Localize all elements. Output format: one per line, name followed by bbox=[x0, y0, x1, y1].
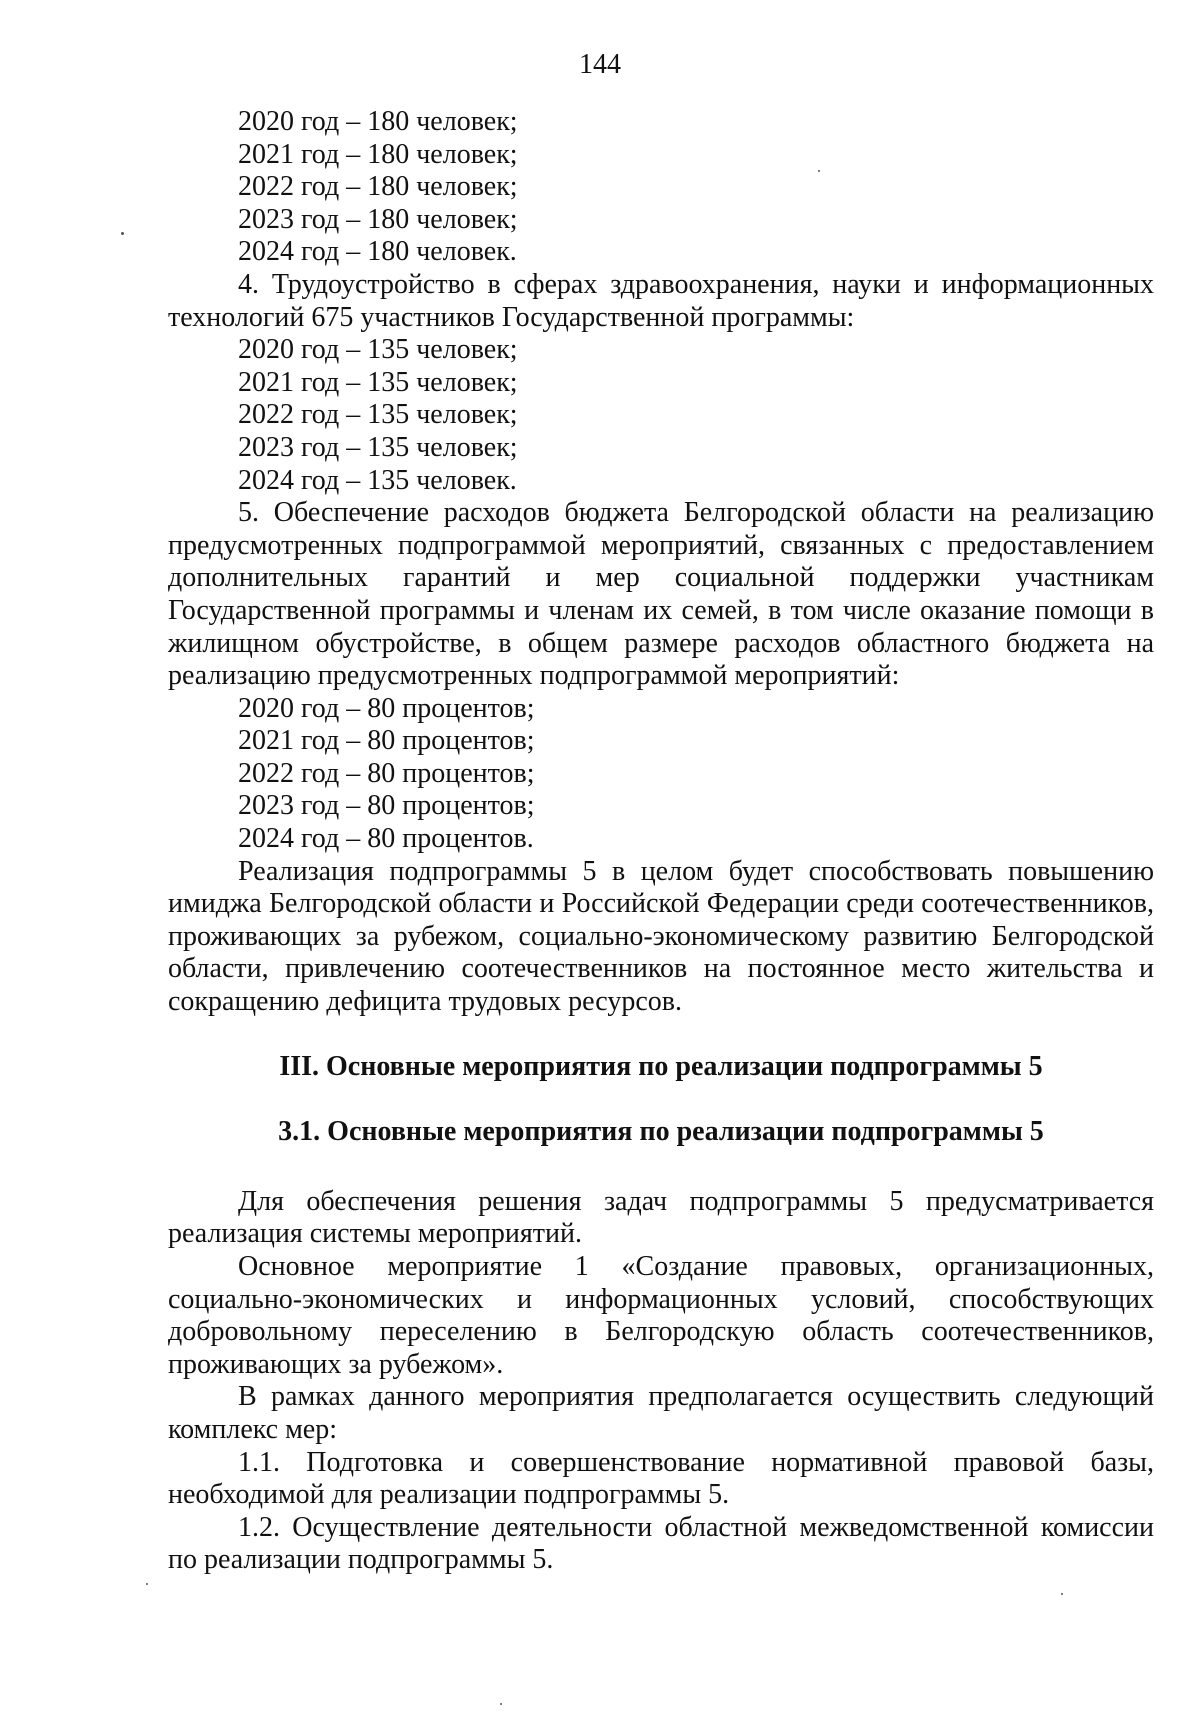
year-list-80-percent bbox=[168, 693, 1154, 856]
paragraph-item-5: 5. Обеспечение расходов бюджета Белгородской области на реализацию предусмотренных подпрограммой мероприятий, связанных с предоставлением дополнительных гарантий и мер социальной поддержки участникам Государственной программы и членам их семей, в том числе оказание помощи в жилищном обустройстве, в общем размере расходов областного бюджета на реализацию предусмотренных подпрограммой мероприятий: bbox=[168, 497, 1154, 692]
paragraph-main-event: Основное мероприятие 1 «Создание правовых, организационных, социально-экономических и информационных условий, способствующих добровольному переселению в Белгородскую область соотечественников, проживающих за рубежом». bbox=[168, 1251, 1154, 1380]
year-line: 2024 год – 180 человек. bbox=[238, 236, 517, 268]
scan-speck bbox=[1061, 1593, 1063, 1595]
paragraph-measures: В рамках данного мероприятия предполагается осуществить следующий комплекс мер: bbox=[168, 1381, 1154, 1445]
year-line: 2023 год – 180 человек; bbox=[238, 203, 518, 235]
paragraph-summary: Реализация подпрограммы 5 в целом будет способствовать повышению имиджа Белгородской области и Российской Федерации среди соотечественников, проживающих за рубежом, социально-экономическому развитию Белгородской области, привлечению соотечественников на постоянное место жительства и сокращению дефицита трудовых ресурсов. bbox=[168, 855, 1154, 1018]
year-line: 2022 год – 135 человек; bbox=[238, 399, 518, 431]
paragraph-tasks: Для обеспечения решения задач подпрограммы 5 предусматривается реализация системы мероприятий. bbox=[168, 1185, 1154, 1250]
year-line: 2022 год – 80 процентов; bbox=[238, 757, 535, 789]
year-line: 2020 год – 180 человек; bbox=[238, 106, 518, 137]
section-heading: III. Основные мероприятия по реализации подпрограммы 5 bbox=[279, 1050, 1043, 1082]
year-line: 2020 год – 80 процентов; bbox=[238, 692, 535, 724]
year-line: 2020 год – 135 человек; bbox=[238, 334, 518, 366]
scan-speck bbox=[500, 1703, 502, 1705]
year-line: 2021 год – 80 процентов; bbox=[238, 725, 535, 757]
year-line: 2022 год – 180 человек; bbox=[238, 171, 518, 203]
document-body bbox=[168, 106, 1154, 1577]
year-line: 2021 год – 180 человек; bbox=[238, 138, 518, 170]
year-line: 2024 год – 135 человек. bbox=[238, 464, 517, 496]
paragraph-item-1-1: 1.1. Подготовка и совершенствование нормативной правовой базы, необходимой для реализации подпрограммы 5. bbox=[168, 1446, 1154, 1511]
paragraph-item-4: 4. Трудоустройство в сферах здравоохранения, науки и информационных технологий 675 участников Государственной программы: bbox=[168, 268, 1154, 333]
year-line: 2023 год – 80 процентов; bbox=[238, 790, 535, 822]
year-line: 2024 год – 80 процентов. bbox=[238, 823, 534, 855]
scan-speck bbox=[818, 170, 820, 172]
scan-speck bbox=[146, 1583, 148, 1585]
year-list-135 bbox=[168, 334, 1154, 497]
subsection-heading: 3.1. Основные мероприятия по реализации подпрограммы 5 bbox=[278, 1116, 1044, 1148]
year-list-180 bbox=[168, 106, 1154, 269]
year-line: 2023 год – 135 человек; bbox=[238, 431, 518, 463]
year-line: 2021 год – 135 человек; bbox=[238, 366, 518, 398]
paragraph-item-1-2: 1.2. Осуществление деятельности областной межведомственной комиссии по реализации подпрограммы 5. bbox=[168, 1511, 1154, 1576]
scan-speck bbox=[121, 232, 124, 235]
page-number: 144 bbox=[579, 49, 621, 80]
